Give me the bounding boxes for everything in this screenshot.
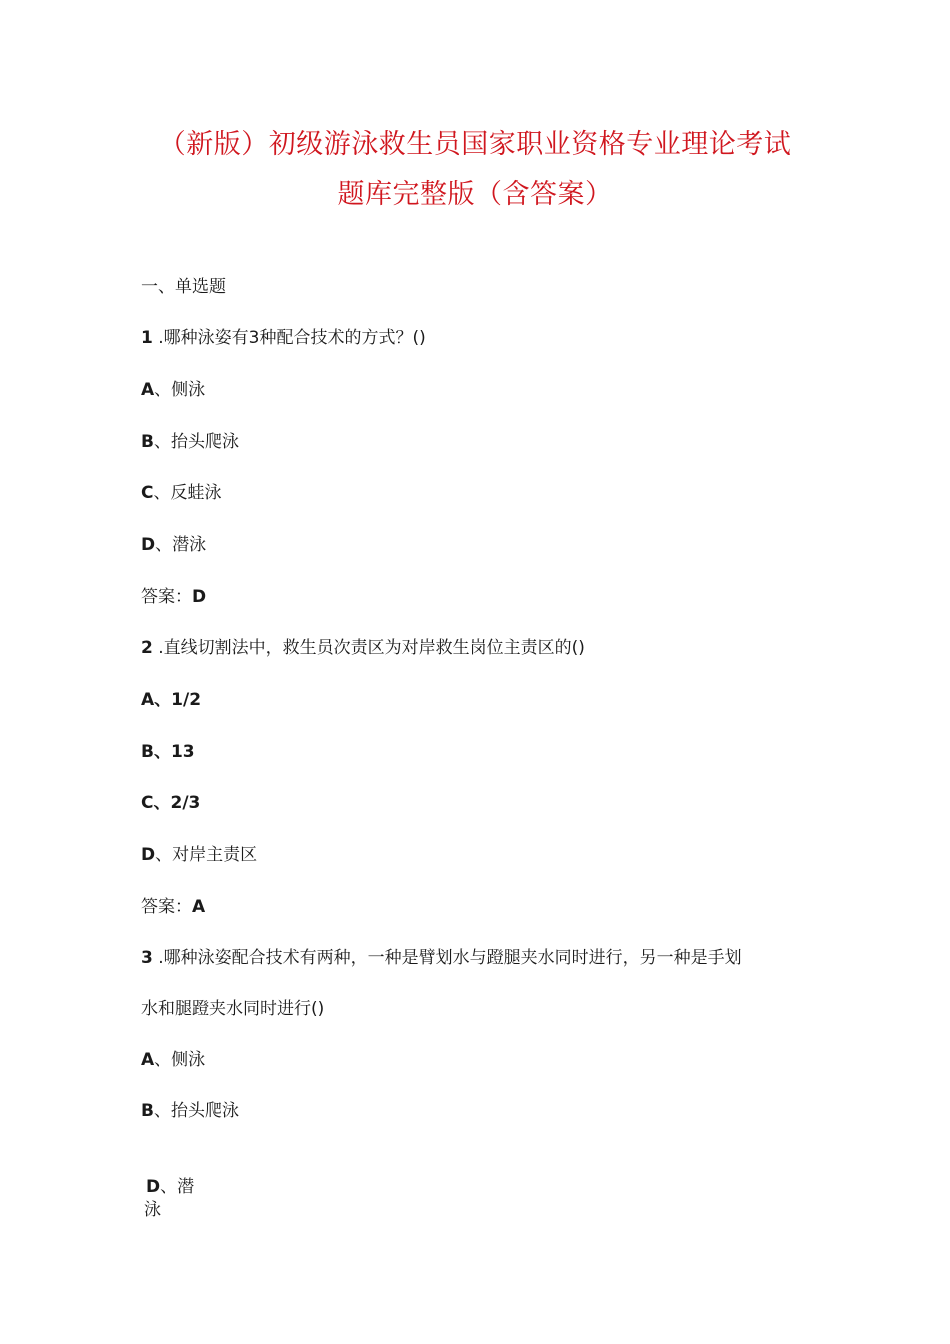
option-letter: B — [141, 432, 154, 452]
q2-option-b — [141, 741, 195, 763]
option-text: 、1/2 — [154, 690, 202, 710]
option-letter: A — [141, 690, 155, 710]
option-letter: D — [146, 1177, 161, 1197]
option-letter: D — [141, 845, 156, 865]
option-text: 、对岸主责区 — [155, 845, 258, 865]
question-text: .哪种泳姿配合技术有两种，一种是臂划水与蹬腿夹水同时进行，另一种是手划 — [158, 948, 742, 968]
option-letter: A — [141, 380, 155, 400]
question-number: 2 — [141, 638, 153, 658]
title-line-1: （新版）初级游泳救生员国家职业资格专业理论考试 — [158, 129, 792, 160]
question-3 — [141, 947, 742, 969]
option-text: 、潜 — [160, 1177, 195, 1197]
option-text: 、潜泳 — [155, 535, 207, 555]
q3-option-d-wrap: 泳 — [144, 1200, 161, 1220]
q2-option-c — [141, 792, 200, 814]
option-letter: B — [141, 742, 154, 762]
question-1 — [141, 327, 426, 349]
answer-value: A — [192, 897, 206, 917]
option-text: 、侧泳 — [154, 1050, 206, 1070]
q2-answer — [141, 896, 205, 918]
option-letter: D — [141, 535, 156, 555]
q1-option-d — [141, 534, 206, 556]
question-text: .直线切割法中，救生员次责区为对岸救生岗位主责区的() — [158, 638, 585, 658]
question-text: .哪种泳姿有3种配合技术的方式？() — [158, 328, 426, 348]
title-line-2: 题库完整版（含答案） — [337, 179, 613, 210]
answer-value: D — [192, 587, 207, 607]
q1-answer — [141, 586, 206, 608]
option-letter: C — [141, 483, 154, 503]
option-text: 、侧泳 — [154, 380, 206, 400]
q3-option-a — [141, 1049, 205, 1071]
question-3-continued: 水和腿蹬夹水同时进行() — [141, 999, 325, 1019]
section-heading: 一、单选题 — [141, 277, 226, 297]
option-text: 、2/3 — [153, 793, 201, 813]
q2-option-a — [141, 689, 201, 711]
option-text: 、抬头爬泳 — [153, 1101, 239, 1121]
option-text: 、13 — [153, 742, 195, 762]
q2-option-d — [141, 844, 257, 866]
option-letter: C — [141, 793, 154, 813]
option-letter: B — [141, 1101, 154, 1121]
question-2 — [141, 637, 585, 659]
option-text: 、反蛙泳 — [153, 483, 222, 503]
q1-option-a — [141, 379, 205, 401]
answer-label: 答案： — [141, 587, 192, 607]
question-number: 1 — [141, 328, 153, 348]
answer-label: 答案： — [141, 897, 192, 917]
question-number: 3 — [141, 948, 153, 968]
q1-option-c — [141, 482, 221, 504]
option-text: 、抬头爬泳 — [153, 432, 239, 452]
q1-option-b — [141, 431, 239, 453]
option-letter: A — [141, 1050, 155, 1070]
q3-option-d-partial — [146, 1176, 194, 1198]
q3-option-b — [141, 1100, 239, 1122]
